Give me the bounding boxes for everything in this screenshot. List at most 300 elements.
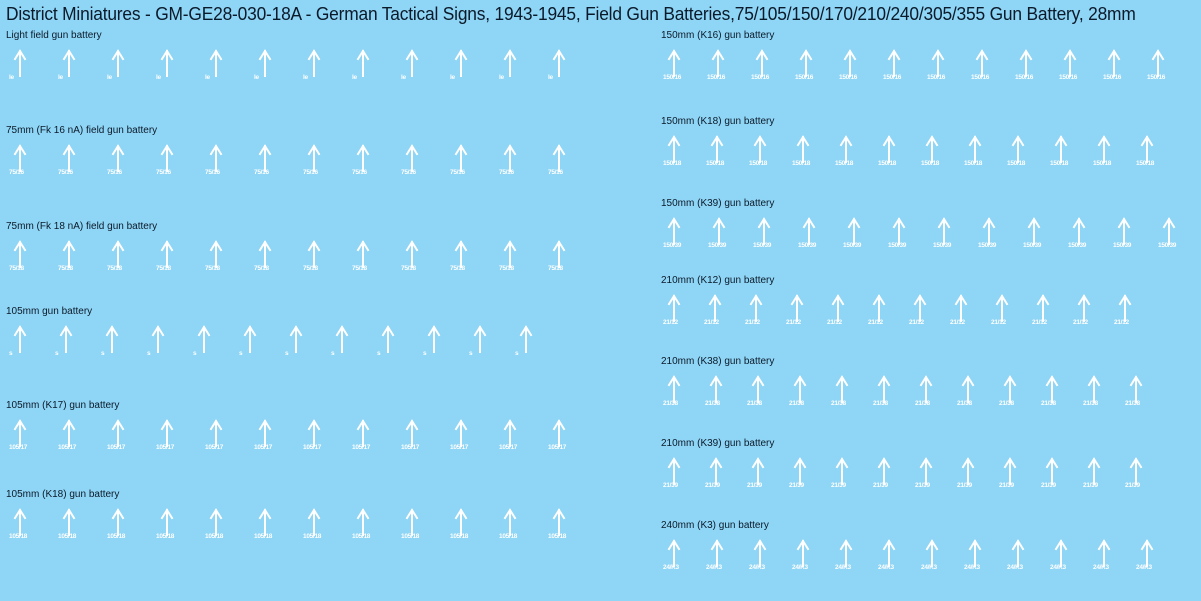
sign-code: 150/39 [1068, 242, 1087, 249]
arrow-up-icon [110, 507, 130, 547]
tactical-sign [747, 374, 770, 414]
tactical-sign [933, 216, 956, 256]
tactical-sign [107, 418, 130, 458]
tactical-sign [1147, 48, 1170, 88]
arrow-up-icon [953, 293, 973, 333]
tactical-sign [749, 134, 772, 174]
sign-code: 150/16 [883, 74, 902, 81]
sign-code: 21/38 [1041, 400, 1056, 407]
tactical-sign [352, 239, 375, 279]
arrow-up-icon [666, 538, 686, 578]
sign-code: 75/18 [156, 265, 171, 272]
sign-code: 150/18 [835, 160, 854, 167]
tactical-sign [107, 48, 130, 88]
tactical-sign [377, 324, 400, 364]
arrow-up-icon [518, 324, 538, 364]
tactical-sign [107, 143, 130, 183]
arrow-up-icon [981, 216, 1001, 256]
arrow-up-icon [61, 143, 81, 183]
tactical-sign [101, 324, 124, 364]
sign-code: 75/18 [401, 265, 416, 272]
tactical-sign [706, 538, 729, 578]
tactical-sign [883, 48, 906, 88]
sign-code: 105/17 [450, 444, 469, 451]
arrow-up-icon [355, 48, 375, 88]
tactical-sign [1015, 48, 1038, 88]
tactical-sign [548, 418, 571, 458]
sign-code: le [352, 74, 357, 81]
arrow-up-icon [61, 418, 81, 458]
tactical-sign [303, 418, 326, 458]
tactical-sign [835, 538, 858, 578]
arrow-up-icon [551, 143, 571, 183]
tactical-sign [1007, 134, 1030, 174]
group-label: 150mm (K39) gun battery [661, 198, 775, 209]
arrow-up-icon [666, 216, 686, 256]
tactical-sign [873, 374, 896, 414]
arrow-up-icon [12, 418, 32, 458]
arrow-up-icon [208, 239, 228, 279]
arrow-up-icon [502, 48, 522, 88]
tactical-sign [548, 48, 571, 88]
sign-code: 105/17 [548, 444, 567, 451]
arrow-up-icon [1044, 374, 1064, 414]
sign-code: 150/18 [964, 160, 983, 167]
arrow-up-icon [881, 538, 901, 578]
sign-code: 105/18 [303, 533, 322, 540]
sign-code: 150/39 [708, 242, 727, 249]
tactical-sign [254, 143, 277, 183]
sign-code: 24/K3 [706, 564, 722, 571]
arrow-up-icon [404, 418, 424, 458]
sign-row [658, 374, 1201, 414]
tactical-sign [663, 216, 686, 256]
sign-code: 21/39 [873, 482, 888, 489]
sign-code: 21/12 [1032, 319, 1047, 326]
sign-code: 75/16 [401, 169, 416, 176]
arrow-up-icon [61, 507, 81, 547]
sign-code: 150/16 [1147, 74, 1166, 81]
sign-code: 150/39 [888, 242, 907, 249]
arrow-up-icon [159, 418, 179, 458]
arrow-up-icon [110, 48, 130, 88]
group-label: 105mm gun battery [6, 306, 93, 317]
tactical-sign [156, 48, 179, 88]
sign-code: le [107, 74, 112, 81]
sign-code: 75/16 [499, 169, 514, 176]
arrow-up-icon [801, 216, 821, 256]
arrow-up-icon [798, 48, 818, 88]
sign-code: 21/38 [705, 400, 720, 407]
arrow-up-icon [1026, 216, 1046, 256]
sign-code: 105/18 [401, 533, 420, 540]
tactical-sign [303, 48, 326, 88]
sign-code: 24/K3 [964, 564, 980, 571]
arrow-up-icon [404, 239, 424, 279]
tactical-sign [450, 143, 473, 183]
tactical-sign [499, 239, 522, 279]
sign-code: 150/39 [978, 242, 997, 249]
sign-code: 21/38 [663, 400, 678, 407]
arrow-up-icon [104, 324, 124, 364]
tactical-sign [58, 507, 81, 547]
arrow-up-icon [208, 418, 228, 458]
arrow-up-icon [257, 507, 277, 547]
arrow-up-icon [1053, 134, 1073, 174]
arrow-up-icon [355, 143, 375, 183]
sign-code: s [515, 350, 519, 357]
tactical-sign [1136, 134, 1159, 174]
tactical-sign [401, 507, 424, 547]
sign-code: 21/38 [999, 400, 1014, 407]
arrow-up-icon [551, 239, 571, 279]
tactical-sign [747, 456, 770, 496]
arrow-up-icon [257, 239, 277, 279]
arrow-up-icon [842, 48, 862, 88]
sign-code: 75/18 [303, 265, 318, 272]
sign-code: 21/38 [1083, 400, 1098, 407]
arrow-up-icon [453, 239, 473, 279]
arrow-up-icon [709, 134, 729, 174]
arrow-up-icon [871, 293, 891, 333]
sign-code: s [193, 350, 197, 357]
tactical-sign [239, 324, 262, 364]
arrow-up-icon [708, 456, 728, 496]
tactical-sign [548, 507, 571, 547]
tactical-sign [205, 239, 228, 279]
sign-code: 105/17 [107, 444, 126, 451]
tactical-sign [999, 374, 1022, 414]
sign-code: 150/16 [971, 74, 990, 81]
arrow-up-icon [355, 418, 375, 458]
sign-code: 150/18 [749, 160, 768, 167]
tactical-sign [450, 507, 473, 547]
sign-row [0, 418, 600, 458]
sign-code: 105/17 [352, 444, 371, 451]
sign-code: 75/18 [499, 265, 514, 272]
tactical-sign [1073, 293, 1096, 333]
arrow-up-icon [159, 239, 179, 279]
arrow-up-icon [453, 48, 473, 88]
sign-code: 21/39 [705, 482, 720, 489]
arrow-up-icon [830, 293, 850, 333]
tactical-sign [1059, 48, 1082, 88]
arrow-up-icon [61, 48, 81, 88]
tactical-sign [957, 456, 980, 496]
arrow-up-icon [306, 507, 326, 547]
tactical-sign [1136, 538, 1159, 578]
tactical-sign [950, 293, 973, 333]
tactical-sign [957, 374, 980, 414]
tactical-sign [795, 48, 818, 88]
sign-code: 105/18 [548, 533, 567, 540]
arrow-up-icon [1071, 216, 1091, 256]
sign-code: s [239, 350, 243, 357]
sign-code: 24/K3 [1093, 564, 1109, 571]
sign-code: 21/12 [704, 319, 719, 326]
group-label: 150mm (K18) gun battery [661, 116, 775, 127]
tactical-sign [147, 324, 170, 364]
sign-code: 150/16 [795, 74, 814, 81]
arrow-up-icon [1150, 48, 1170, 88]
arrow-up-icon [1062, 48, 1082, 88]
tactical-sign [156, 239, 179, 279]
tactical-sign [751, 48, 774, 88]
arrow-up-icon [967, 134, 987, 174]
tactical-sign [706, 134, 729, 174]
tactical-sign [868, 293, 891, 333]
arrow-up-icon [748, 293, 768, 333]
sign-code: s [377, 350, 381, 357]
arrow-up-icon [1096, 538, 1116, 578]
tactical-sign [909, 293, 932, 333]
arrow-up-icon [912, 293, 932, 333]
arrow-up-icon [159, 143, 179, 183]
sign-code: 105/18 [9, 533, 28, 540]
arrow-up-icon [288, 324, 308, 364]
tactical-sign [878, 538, 901, 578]
sign-code: 75/16 [254, 169, 269, 176]
tactical-sign [401, 143, 424, 183]
sign-code: 105/17 [58, 444, 77, 451]
tactical-sign [205, 418, 228, 458]
arrow-up-icon [551, 418, 571, 458]
arrow-up-icon [208, 143, 228, 183]
arrow-up-icon [936, 216, 956, 256]
arrow-up-icon [1139, 134, 1159, 174]
group-label: 210mm (K39) gun battery [661, 438, 775, 449]
arrow-up-icon [426, 324, 446, 364]
arrow-up-icon [1086, 456, 1106, 496]
arrow-up-icon [709, 538, 729, 578]
tactical-sign [705, 456, 728, 496]
tactical-sign [1050, 538, 1073, 578]
arrow-up-icon [876, 456, 896, 496]
tactical-sign [499, 418, 522, 458]
arrow-up-icon [453, 143, 473, 183]
sign-code: 150/18 [1093, 160, 1112, 167]
sign-code: 21/39 [1125, 482, 1140, 489]
sign-code: 105/18 [352, 533, 371, 540]
sign-code: 150/16 [1015, 74, 1034, 81]
tactical-sign [1050, 134, 1073, 174]
tactical-sign [663, 48, 686, 88]
arrow-up-icon [1128, 456, 1148, 496]
sign-row [0, 239, 600, 279]
arrow-up-icon [1117, 293, 1137, 333]
group-label: 75mm (Fk 16 nA) field gun battery [6, 125, 158, 136]
tactical-sign [888, 216, 911, 256]
sign-code: 21/12 [991, 319, 1006, 326]
sign-code: 24/K3 [792, 564, 808, 571]
group-label: 240mm (K3) gun battery [661, 520, 769, 531]
sign-code: 21/12 [1114, 319, 1129, 326]
arrow-up-icon [834, 456, 854, 496]
sign-code: 24/K3 [663, 564, 679, 571]
tactical-sign [999, 456, 1022, 496]
arrow-up-icon [881, 134, 901, 174]
arrow-up-icon [61, 239, 81, 279]
sign-code: le [205, 74, 210, 81]
arrow-up-icon [306, 48, 326, 88]
sign-code: 21/38 [873, 400, 888, 407]
sign-code: 105/17 [499, 444, 518, 451]
arrow-up-icon [1053, 538, 1073, 578]
tactical-sign [705, 374, 728, 414]
sign-code: 21/12 [786, 319, 801, 326]
tactical-sign [254, 507, 277, 547]
tactical-sign [1125, 456, 1148, 496]
sign-code: 105/18 [205, 533, 224, 540]
arrow-up-icon [159, 48, 179, 88]
sign-code: 105/17 [205, 444, 224, 451]
arrow-up-icon [918, 374, 938, 414]
arrow-up-icon [472, 324, 492, 364]
sign-code: le [9, 74, 14, 81]
sign-code: 105/17 [254, 444, 273, 451]
tactical-sign [352, 507, 375, 547]
tactical-sign [205, 507, 228, 547]
arrow-up-icon [795, 538, 815, 578]
arrow-up-icon [838, 538, 858, 578]
arrow-up-icon [334, 324, 354, 364]
tactical-sign [1032, 293, 1055, 333]
tactical-sign [753, 216, 776, 256]
sheet-title: District Miniatures - GM-GE28-030-18A - German Tactical Signs, 1943-1945, Field Gun Batteries,75/105/150/170/210/240/305/355 Gun Battery, 28mm [6, 4, 1136, 24]
tactical-sign [1114, 293, 1137, 333]
sign-code: 21/39 [831, 482, 846, 489]
arrow-up-icon [196, 324, 216, 364]
tactical-sign [58, 239, 81, 279]
tactical-sign [450, 239, 473, 279]
arrow-up-icon [795, 134, 815, 174]
arrow-up-icon [208, 507, 228, 547]
arrow-up-icon [12, 48, 32, 88]
sign-code: 75/18 [205, 265, 220, 272]
sign-code: 105/18 [58, 533, 77, 540]
sign-row [0, 324, 600, 364]
sign-code: 150/16 [1059, 74, 1078, 81]
sign-code: 75/16 [450, 169, 465, 176]
arrow-up-icon [1076, 293, 1096, 333]
arrow-up-icon [355, 507, 375, 547]
arrow-up-icon [666, 134, 686, 174]
tactical-sign [9, 507, 32, 547]
group-label: Light field gun battery [6, 30, 102, 41]
tactical-sign [827, 293, 850, 333]
sign-code: 75/18 [58, 265, 73, 272]
sign-code: 150/18 [921, 160, 940, 167]
sign-code: s [55, 350, 59, 357]
sign-code: 150/39 [1113, 242, 1132, 249]
sign-code: 21/39 [1083, 482, 1098, 489]
arrow-up-icon [159, 507, 179, 547]
tactical-sign [663, 538, 686, 578]
arrow-up-icon [1096, 134, 1116, 174]
sign-code: 21/38 [831, 400, 846, 407]
arrow-up-icon [12, 507, 32, 547]
tactical-sign [499, 48, 522, 88]
sign-code: 21/39 [747, 482, 762, 489]
tactical-sign [254, 418, 277, 458]
tactical-sign [401, 48, 424, 88]
arrow-up-icon [110, 418, 130, 458]
tactical-sign [1083, 374, 1106, 414]
arrow-up-icon [792, 456, 812, 496]
sign-code: 75/18 [9, 265, 24, 272]
arrow-up-icon [974, 48, 994, 88]
tactical-sign [254, 48, 277, 88]
arrow-up-icon [404, 507, 424, 547]
tactical-sign [1023, 216, 1046, 256]
arrow-up-icon [380, 324, 400, 364]
tactical-sign [9, 239, 32, 279]
sign-row [0, 48, 600, 88]
tactical-sign [873, 456, 896, 496]
sign-code: le [401, 74, 406, 81]
tactical-sign [786, 293, 809, 333]
tactical-sign [450, 418, 473, 458]
arrow-up-icon [710, 48, 730, 88]
sign-code: 150/16 [707, 74, 726, 81]
arrow-up-icon [110, 143, 130, 183]
sign-code: 21/39 [1041, 482, 1056, 489]
arrow-up-icon [886, 48, 906, 88]
tactical-sign [745, 293, 768, 333]
tactical-sign [331, 324, 354, 364]
sign-row [0, 143, 600, 183]
tactical-sign [798, 216, 821, 256]
arrow-up-icon [789, 293, 809, 333]
sign-code: 75/16 [303, 169, 318, 176]
sign-code: 24/K3 [1007, 564, 1023, 571]
tactical-sign [58, 143, 81, 183]
sign-code: s [423, 350, 427, 357]
sign-code: 21/39 [915, 482, 930, 489]
sign-code: 21/12 [1073, 319, 1088, 326]
sign-code: 150/39 [1158, 242, 1177, 249]
sign-row [658, 216, 1201, 256]
arrow-up-icon [502, 239, 522, 279]
arrow-up-icon [752, 538, 772, 578]
tactical-sign [964, 134, 987, 174]
arrow-up-icon [752, 134, 772, 174]
tactical-sign [915, 456, 938, 496]
sign-code: 75/16 [107, 169, 122, 176]
arrow-up-icon [12, 324, 32, 364]
arrow-up-icon [1086, 374, 1106, 414]
arrow-up-icon [551, 48, 571, 88]
tactical-sign [1041, 374, 1064, 414]
sign-code: le [548, 74, 553, 81]
sign-code: 21/12 [950, 319, 965, 326]
tactical-sign [921, 538, 944, 578]
tactical-sign [921, 134, 944, 174]
sign-code: 105/18 [107, 533, 126, 540]
sign-row [658, 538, 1201, 578]
sign-code: le [303, 74, 308, 81]
tactical-sign [707, 48, 730, 88]
arrow-up-icon [306, 418, 326, 458]
sign-code: 150/18 [1136, 160, 1155, 167]
arrow-up-icon [666, 293, 686, 333]
tactical-sign [548, 143, 571, 183]
sign-code: 24/K3 [1136, 564, 1152, 571]
arrow-up-icon [1044, 456, 1064, 496]
tactical-sign [1093, 134, 1116, 174]
tactical-sign [499, 143, 522, 183]
arrow-up-icon [1106, 48, 1126, 88]
